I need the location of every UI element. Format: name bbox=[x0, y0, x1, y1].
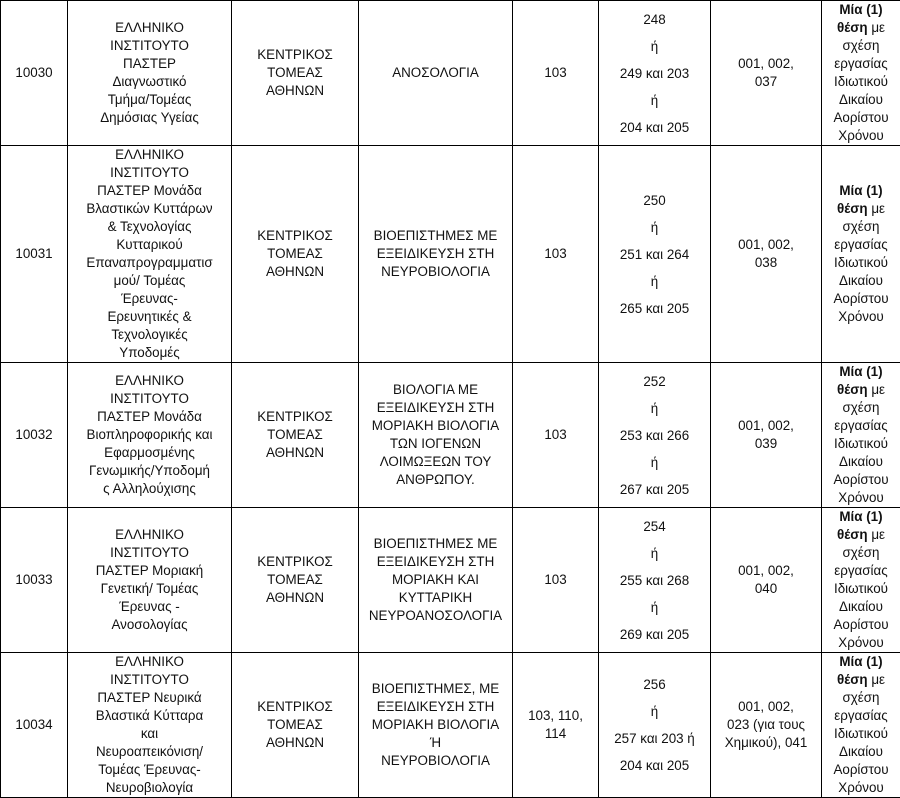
extra-line: 001, 002, bbox=[714, 236, 818, 254]
location-cell bbox=[232, 146, 359, 363]
location-line: ΑΘΗΝΩΝ bbox=[235, 82, 355, 100]
table-row bbox=[1, 508, 900, 653]
institute-line: ΕΛΛΗΝΙΚΟ bbox=[71, 653, 228, 671]
education-line: ή bbox=[602, 87, 707, 114]
location-line: ΑΘΗΝΩΝ bbox=[235, 734, 355, 752]
institute-line: Έρευνας - bbox=[71, 598, 228, 616]
specialty-cell bbox=[359, 363, 513, 508]
education-line: ή bbox=[602, 594, 707, 621]
location-line: ΤΟΜΕΑΣ bbox=[235, 245, 355, 263]
extra-line: 038 bbox=[714, 254, 818, 272]
institute-line: ΙΝΣΤΙΤΟΥΤΟ bbox=[71, 544, 228, 562]
education-line: 254 bbox=[602, 513, 707, 540]
position-code: 10030 bbox=[1, 1, 68, 146]
institute-line: Επαναπρογραμματισ bbox=[71, 254, 228, 272]
institute-line: μού/ Τομέας bbox=[71, 272, 228, 290]
education-line: ή bbox=[602, 540, 707, 567]
education-line: ή bbox=[602, 268, 707, 295]
institute-line: ΠΑΣΤΕΡ Μονάδα bbox=[71, 182, 228, 200]
institute-line: ΙΝΣΤΙΤΟΥΤΟ bbox=[71, 390, 228, 408]
education-line: ή bbox=[602, 214, 707, 241]
institute-cell bbox=[68, 508, 232, 653]
location-line: ΚΕΝΤΡΙΚΟΣ bbox=[235, 698, 355, 716]
position-count: Μία (1) θέση bbox=[837, 509, 883, 542]
table-row bbox=[1, 146, 900, 363]
institute-line: ΠΑΣΤΕΡ bbox=[71, 55, 228, 73]
extra-line: 040 bbox=[714, 580, 818, 598]
location-line: ΑΘΗΝΩΝ bbox=[235, 589, 355, 607]
extra-line: 023 (για τους bbox=[714, 716, 818, 734]
position-code: 10031 bbox=[1, 146, 68, 363]
institute-line: Νευροβιολογία bbox=[71, 779, 228, 797]
category-cell: 103 bbox=[513, 1, 599, 146]
position-code: 10034 bbox=[1, 653, 68, 798]
specialty-line: ΑΝΘΡΩΠΟΥ. bbox=[362, 471, 509, 489]
location-line: ΚΕΝΤΡΙΚΟΣ bbox=[235, 553, 355, 571]
extra-qualifications-cell bbox=[711, 1, 822, 146]
education-cell bbox=[599, 653, 711, 798]
position-type-cell bbox=[822, 653, 900, 798]
institute-line: ΕΛΛΗΝΙΚΟ bbox=[71, 372, 228, 390]
institute-line: ΠΑΣΤΕΡ Μοριακή bbox=[71, 562, 228, 580]
institute-cell bbox=[68, 363, 232, 508]
institute-line: Γενετική/ Τομέας bbox=[71, 580, 228, 598]
education-line: 253 και 266 bbox=[602, 422, 707, 449]
specialty-cell bbox=[359, 508, 513, 653]
specialty-line: ΑΝΟΣΟΛΟΓΙΑ bbox=[362, 64, 509, 82]
specialty-line: ΕΞΕΙΔΙΚΕΥΣΗ ΣΤΗ bbox=[362, 553, 509, 571]
category-cell: 103 bbox=[513, 146, 599, 363]
institute-line: ΕΛΛΗΝΙΚΟ bbox=[71, 19, 228, 37]
institute-line: ς Αλληλούχισης bbox=[71, 480, 228, 498]
location-line: ΤΟΜΕΑΣ bbox=[235, 64, 355, 82]
position-code: 10033 bbox=[1, 508, 68, 653]
education-line: 251 και 264 bbox=[602, 241, 707, 268]
extra-line: Χημικού), 041 bbox=[714, 734, 818, 752]
extra-qualifications-cell bbox=[711, 146, 822, 363]
location-cell bbox=[232, 363, 359, 508]
education-cell bbox=[599, 1, 711, 146]
education-cell bbox=[599, 146, 711, 363]
specialty-line: ΜΟΡΙΑΚΗ ΒΙΟΛΟΓΙΑ bbox=[362, 716, 509, 734]
institute-line: ΙΝΣΤΙΤΟΥΤΟ bbox=[71, 164, 228, 182]
position-count: Μία (1) θέση bbox=[837, 654, 883, 687]
education-line: ή bbox=[602, 395, 707, 422]
education-line: 204 και 205 bbox=[602, 114, 707, 141]
education-line: 256 bbox=[602, 671, 707, 698]
institute-line: Υποδομές bbox=[71, 344, 228, 362]
education-line: 267 και 205 bbox=[602, 476, 707, 503]
extra-line: 001, 002, bbox=[714, 562, 818, 580]
specialty-line: ΜΟΡΙΑΚΗ ΒΙΟΛΟΓΙΑ bbox=[362, 417, 509, 435]
institute-line: Τμήμα/Τομέας bbox=[71, 91, 228, 109]
education-line: ή bbox=[602, 33, 707, 60]
position-contract-type: με σχέση εργασίας Ιδιωτικού Δικαίου Αορίστου Χρόνου bbox=[833, 672, 888, 795]
education-line: ή bbox=[602, 449, 707, 476]
position-count: Μία (1) θέση bbox=[837, 364, 883, 397]
institute-line: ΕΛΛΗΝΙΚΟ bbox=[71, 146, 228, 164]
institute-line: Διαγνωστικό bbox=[71, 73, 228, 91]
institute-line: ΠΑΣΤΕΡ Νευρικά bbox=[71, 689, 228, 707]
location-line: ΤΟΜΕΑΣ bbox=[235, 716, 355, 734]
location-line: ΚΕΝΤΡΙΚΟΣ bbox=[235, 46, 355, 64]
institute-line: Κυτταρικού bbox=[71, 236, 228, 254]
specialty-line: ΒΙΟΛΟΓΙΑ ΜΕ bbox=[362, 381, 509, 399]
education-line: 269 και 205 bbox=[602, 621, 707, 648]
position-contract-type: με σχέση εργασίας Ιδιωτικού Δικαίου Αορίστου Χρόνου bbox=[833, 382, 888, 505]
institute-line: Βιοπληροφορικής και bbox=[71, 426, 228, 444]
institute-line: ΕΛΛΗΝΙΚΟ bbox=[71, 526, 228, 544]
category-cell: 103 bbox=[513, 363, 599, 508]
extra-line: 001, 002, bbox=[714, 698, 818, 716]
position-contract-type: με σχέση εργασίας Ιδιωτικού Δικαίου Αορίστου Χρόνου bbox=[833, 527, 888, 650]
specialty-line: ΕΞΕΙΔΙΚΕΥΣΗ ΣΤΗ bbox=[362, 245, 509, 263]
specialty-line: Ή bbox=[362, 734, 509, 752]
specialty-line: ΛΟΙΜΩΞΕΩΝ ΤΟΥ bbox=[362, 453, 509, 471]
position-type-cell bbox=[822, 363, 900, 508]
extra-line: 001, 002, bbox=[714, 417, 818, 435]
institute-line: Γενωμικής/Υποδομή bbox=[71, 462, 228, 480]
institute-line: ΠΑΣΤΕΡ Μονάδα bbox=[71, 408, 228, 426]
specialty-line: ΜΟΡΙΑΚΗ ΚΑΙ bbox=[362, 571, 509, 589]
institute-line: Ανοσολογίας bbox=[71, 616, 228, 634]
position-type-cell bbox=[822, 1, 900, 146]
institute-line: Εφαρμοσμένης bbox=[71, 444, 228, 462]
extra-line: 037 bbox=[714, 73, 818, 91]
education-line: 248 bbox=[602, 6, 707, 33]
institute-line: ΙΝΣΤΙΤΟΥΤΟ bbox=[71, 37, 228, 55]
specialty-line: ΒΙΟΕΠΙΣΤΗΜΕΣ, ΜΕ bbox=[362, 680, 509, 698]
category-cell: 103 bbox=[513, 508, 599, 653]
education-line: 204 και 205 bbox=[602, 752, 707, 779]
table-body bbox=[1, 1, 900, 798]
location-line: ΚΕΝΤΡΙΚΟΣ bbox=[235, 227, 355, 245]
extra-qualifications-cell bbox=[711, 363, 822, 508]
specialty-line: ΕΞΕΙΔΙΚΕΥΣΗ ΣΤΗ bbox=[362, 698, 509, 716]
location-cell bbox=[232, 653, 359, 798]
education-line: 265 και 205 bbox=[602, 295, 707, 322]
position-code: 10032 bbox=[1, 363, 68, 508]
institute-cell bbox=[68, 653, 232, 798]
institute-line: & Τεχνολογίας bbox=[71, 218, 228, 236]
institute-line: Τομέας Έρευνας- bbox=[71, 761, 228, 779]
education-line: 252 bbox=[602, 368, 707, 395]
specialty-line: ΒΙΟΕΠΙΣΤΗΜΕΣ ΜΕ bbox=[362, 227, 509, 245]
extra-qualifications-cell bbox=[711, 508, 822, 653]
extra-line: 039 bbox=[714, 435, 818, 453]
table-row bbox=[1, 1, 900, 146]
education-line: 257 και 203 ή bbox=[602, 725, 707, 752]
specialty-cell bbox=[359, 1, 513, 146]
specialty-line: ΚΥΤΤΑΡΙΚΗ bbox=[362, 589, 509, 607]
institute-cell bbox=[68, 146, 232, 363]
specialty-line: ΝΕΥΡΟΑΝΟΣΟΛΟΓΙΑ bbox=[362, 607, 509, 625]
position-contract-type: με σχέση εργασίας Ιδιωτικού Δικαίου Αορίστου Χρόνου bbox=[833, 20, 888, 143]
location-line: ΤΟΜΕΑΣ bbox=[235, 571, 355, 589]
location-line: ΑΘΗΝΩΝ bbox=[235, 444, 355, 462]
category-cell: 103, 110, 114 bbox=[513, 653, 599, 798]
institute-cell bbox=[68, 1, 232, 146]
location-cell bbox=[232, 508, 359, 653]
institute-line: ΙΝΣΤΙΤΟΥΤΟ bbox=[71, 671, 228, 689]
institute-line: Βλαστικών Κυττάρων bbox=[71, 200, 228, 218]
institute-line: Δημόσιας Υγείας bbox=[71, 109, 228, 127]
location-line: ΑΘΗΝΩΝ bbox=[235, 263, 355, 281]
institute-line: Βλαστικά Κύτταρα bbox=[71, 707, 228, 725]
location-cell bbox=[232, 1, 359, 146]
position-contract-type: με σχέση εργασίας Ιδιωτικού Δικαίου Αορίστου Χρόνου bbox=[833, 201, 888, 324]
location-line: ΚΕΝΤΡΙΚΟΣ bbox=[235, 408, 355, 426]
institute-line: Έρευνας- bbox=[71, 290, 228, 308]
table-row bbox=[1, 653, 900, 798]
extra-qualifications-cell bbox=[711, 653, 822, 798]
specialty-cell bbox=[359, 146, 513, 363]
education-cell bbox=[599, 508, 711, 653]
education-line: 249 και 203 bbox=[602, 60, 707, 87]
table-row bbox=[1, 363, 900, 508]
location-line: ΤΟΜΕΑΣ bbox=[235, 426, 355, 444]
education-cell bbox=[599, 363, 711, 508]
specialty-cell bbox=[359, 653, 513, 798]
education-line: ή bbox=[602, 698, 707, 725]
education-line: 255 και 268 bbox=[602, 567, 707, 594]
specialty-line: ΝΕΥΡΟΒΙΟΛΟΓΙΑ bbox=[362, 752, 509, 770]
education-line: 250 bbox=[602, 187, 707, 214]
institute-line: Νευροαπεικόνιση/ bbox=[71, 743, 228, 761]
institute-line: Τεχνολογικές bbox=[71, 326, 228, 344]
position-type-cell bbox=[822, 508, 900, 653]
specialty-line: ΕΞΕΙΔΙΚΕΥΣΗ ΣΤΗ bbox=[362, 399, 509, 417]
position-count: Μία (1) θέση bbox=[837, 2, 883, 35]
specialty-line: ΝΕΥΡΟΒΙΟΛΟΓΙΑ bbox=[362, 263, 509, 281]
institute-line: Ερευνητικές & bbox=[71, 308, 228, 326]
institute-line: και bbox=[71, 725, 228, 743]
specialty-line: ΒΙΟΕΠΙΣΤΗΜΕΣ ΜΕ bbox=[362, 535, 509, 553]
position-type-cell bbox=[822, 146, 900, 363]
position-count: Μία (1) θέση bbox=[837, 183, 883, 216]
extra-line: 001, 002, bbox=[714, 55, 818, 73]
specialty-line: ΤΩΝ ΙΟΓΕΝΩΝ bbox=[362, 435, 509, 453]
